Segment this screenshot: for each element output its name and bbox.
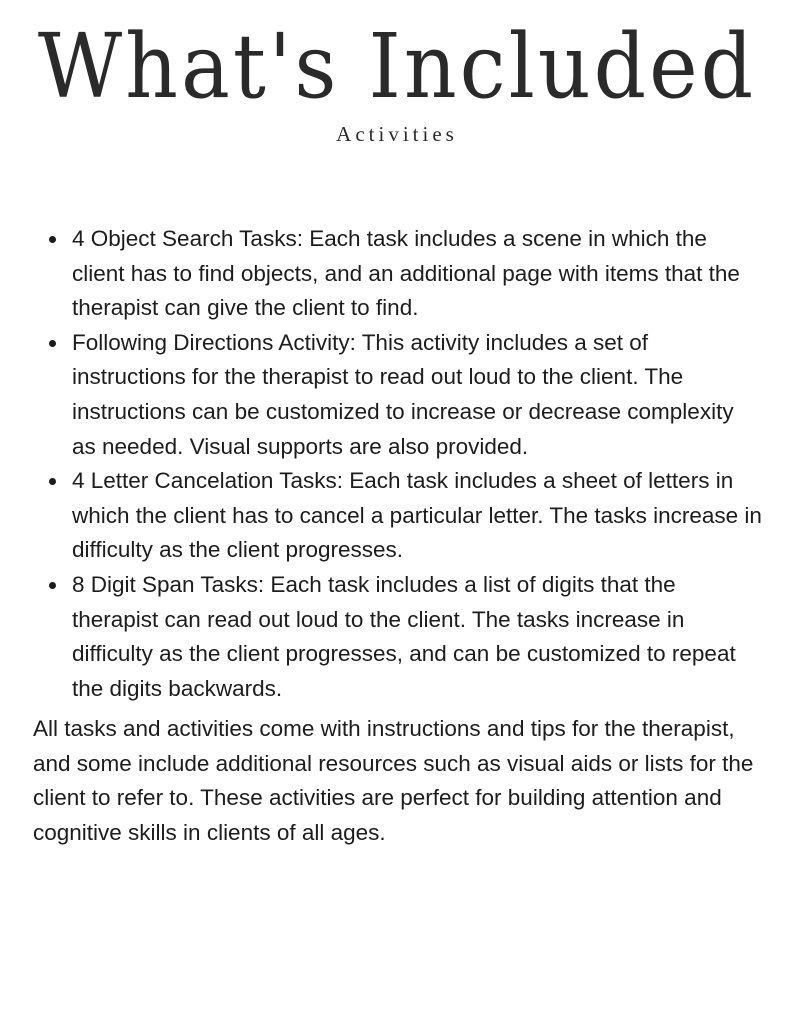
list-item-text: 8 Digit Span Tasks: Each task includes a list of digits that the therapist can read out loud to the client. The tasks increase in difficulty as the client progresses, and can be customized to repeat the digits backwards. <box>72 571 736 701</box>
page-subtitle: Activities <box>336 122 458 146</box>
activity-list <box>72 222 762 706</box>
list-item-text: 4 Object Search Tasks: Each task includes a scene in which the client has to find objects, and an additional page with items that the therapist can give the client to find. <box>72 226 740 321</box>
list-item <box>72 464 762 568</box>
page-title: What's Included <box>37 16 757 119</box>
bullet-icon <box>49 236 56 243</box>
closing-paragraph: All tasks and activities come with instructions and tips for the therapist, and some include additional resources such as visual aids or lists for the client to refer to. These activities are perfect for building attention and cognitive skills in clients of all ages. <box>33 716 754 845</box>
list-item-text: Following Directions Activity: This activity includes a set of instructions for the therapist to read out loud to the client. The instructions can be customized to increase or decrease complexity as needed. Visual supports are also provided. <box>72 329 734 459</box>
list-item-text: 4 Letter Cancelation Tasks: Each task includes a sheet of letters in which the client has to cancel a particular letter. The tasks increase in difficulty as the client progresses. <box>72 468 762 563</box>
list-item <box>72 326 762 464</box>
bullet-icon <box>49 478 56 485</box>
bullet-icon <box>49 582 56 589</box>
list-item <box>72 222 762 326</box>
bullet-icon <box>49 340 56 347</box>
list-item <box>72 568 762 706</box>
